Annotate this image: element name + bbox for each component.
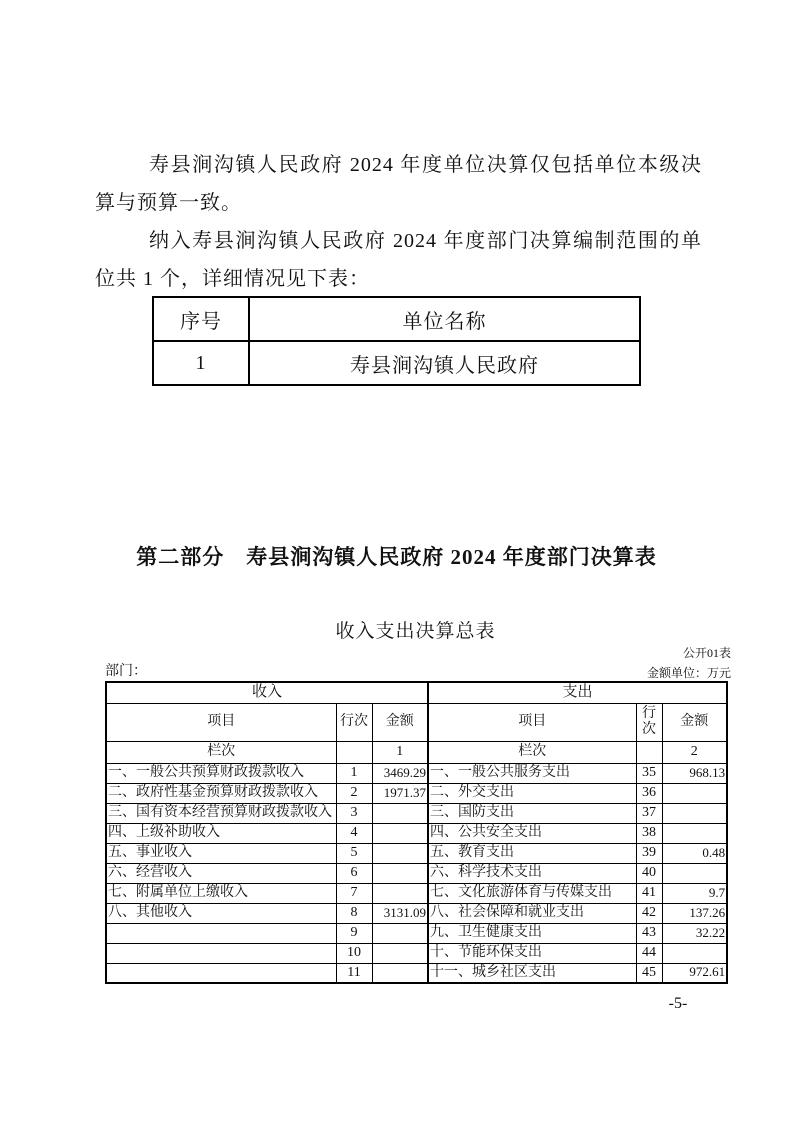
- income-col-number: 1: [372, 741, 428, 763]
- table-row: [106, 903, 727, 923]
- income-item-cell: [106, 963, 336, 983]
- expenditure-item-cell: 六、科学技术支出: [428, 863, 636, 883]
- table-row: [106, 823, 727, 843]
- income-item-cell: [106, 923, 336, 943]
- table-row: [106, 783, 727, 803]
- table-row: [106, 703, 727, 741]
- expenditure-amount-cell: 972.61: [662, 963, 727, 983]
- expenditure-item-cell: 十一、城乡社区支出: [428, 963, 636, 983]
- income-amount-cell: [372, 943, 428, 963]
- expenditure-section-header: 支出: [428, 682, 727, 703]
- expenditure-item-cell: 三、国防支出: [428, 803, 636, 823]
- table-row: [106, 741, 727, 763]
- expenditure-line-cell: 42: [636, 903, 662, 923]
- expenditure-item-cell: 十、节能环保支出: [428, 943, 636, 963]
- table-row: [106, 763, 727, 783]
- expenditure-amount-header: 金额: [662, 703, 727, 741]
- paragraph-scope: 寿县涧沟镇人民政府 2024 年度单位决算仅包括单位本级决算与预算一致。: [95, 154, 702, 214]
- summary-table-title: 收入支出决算总表: [335, 621, 496, 642]
- income-line-cell: 7: [336, 883, 372, 903]
- paragraph-units-included: 纳入寿县涧沟镇人民政府 2024 年度部门决算编制范围的单位共 1 个，详细情况见下表：: [95, 230, 702, 290]
- expenditure-item-cell: 八、社会保障和就业支出: [428, 903, 636, 923]
- income-amount-cell: [372, 863, 428, 883]
- expenditure-item-cell: 九、卫生健康支出: [428, 923, 636, 943]
- expenditure-amount-cell: 137.26: [662, 903, 727, 923]
- income-amount-header: 金额: [372, 703, 428, 741]
- income-item-cell: 三、国有资本经营预算财政拨款收入: [106, 803, 336, 823]
- income-expenditure-summary-table: [105, 681, 728, 984]
- table-row: [106, 923, 727, 943]
- unit-name-cell: 寿县涧沟镇人民政府: [249, 341, 640, 385]
- expenditure-line-cell: 45: [636, 963, 662, 983]
- table-row: [106, 682, 727, 703]
- expenditure-line-cell: 44: [636, 943, 662, 963]
- income-line-cell: 2: [336, 783, 372, 803]
- income-section-header: 收入: [106, 682, 428, 703]
- table-row: [106, 803, 727, 823]
- income-line-cell: 10: [336, 943, 372, 963]
- expenditure-item-cell: 二、外交支出: [428, 783, 636, 803]
- income-item-cell: [106, 943, 336, 963]
- income-line-cell: 11: [336, 963, 372, 983]
- body-text: [95, 146, 702, 298]
- unit-table-header-row: [153, 297, 640, 341]
- expenditure-lanci-blank: [636, 741, 662, 763]
- expenditure-col-number: 2: [662, 741, 727, 763]
- income-amount-cell: [372, 883, 428, 903]
- table-row: [106, 843, 727, 863]
- page-number: -5-: [668, 995, 688, 1012]
- expenditure-item-cell: 七、文化旅游体育与传媒支出: [428, 883, 636, 903]
- unit-table-header-index: 序号: [153, 297, 249, 341]
- table-row: [106, 963, 727, 983]
- expenditure-amount-cell: 9.7: [662, 883, 727, 903]
- expenditure-amount-cell: 0.48: [662, 843, 727, 863]
- expenditure-line-cell: 43: [636, 923, 662, 943]
- expenditure-amount-cell: [662, 783, 727, 803]
- section-heading: 第二部分 寿县涧沟镇人民政府 2024 年度部门决算表: [136, 545, 657, 569]
- income-line-cell: 5: [336, 843, 372, 863]
- income-amount-cell: 3131.09: [372, 903, 428, 923]
- expenditure-item-cell: 一、一般公共服务支出: [428, 763, 636, 783]
- income-line-header: 行次: [336, 703, 372, 741]
- income-item-cell: 五、事业收入: [106, 843, 336, 863]
- expenditure-amount-cell: [662, 803, 727, 823]
- table-row: [153, 341, 640, 385]
- income-item-cell: 七、附属单位上缴收入: [106, 883, 336, 903]
- income-amount-cell: 1971.37: [372, 783, 428, 803]
- income-line-cell: 4: [336, 823, 372, 843]
- income-item-cell: 八、其他收入: [106, 903, 336, 923]
- department-label: 部门：: [105, 664, 147, 679]
- income-line-cell: 9: [336, 923, 372, 943]
- income-line-cell: 8: [336, 903, 372, 923]
- expenditure-item-header: 项目: [428, 703, 636, 741]
- expenditure-item-cell: 四、公共安全支出: [428, 823, 636, 843]
- expenditure-amount-cell: 968.13: [662, 763, 727, 783]
- expenditure-line-cell: 38: [636, 823, 662, 843]
- income-amount-cell: 3469.29: [372, 763, 428, 783]
- expenditure-line-cell: 41: [636, 883, 662, 903]
- expenditure-amount-cell: [662, 943, 727, 963]
- income-item-header: 项目: [106, 703, 336, 741]
- expenditure-line-cell: 36: [636, 783, 662, 803]
- income-line-cell: 3: [336, 803, 372, 823]
- table-row: [106, 943, 727, 963]
- expenditure-line-cell: 37: [636, 803, 662, 823]
- expenditure-amount-cell: [662, 863, 727, 883]
- table-row: [106, 883, 727, 903]
- expenditure-line-cell: 39: [636, 843, 662, 863]
- expenditure-amount-cell: 32.22: [662, 923, 727, 943]
- table-row: [106, 863, 727, 883]
- unit-list-table: [152, 296, 641, 386]
- expenditure-line-cell: 35: [636, 763, 662, 783]
- income-item-cell: 四、上级补助收入: [106, 823, 336, 843]
- income-amount-cell: [372, 923, 428, 943]
- income-amount-cell: [372, 843, 428, 863]
- expenditure-amount-cell: [662, 823, 727, 843]
- income-amount-cell: [372, 963, 428, 983]
- income-line-cell: 1: [336, 763, 372, 783]
- expenditure-line-header: 行次: [636, 703, 662, 741]
- table-code-label: 公开01表: [682, 646, 731, 660]
- income-lanci-blank: [336, 741, 372, 763]
- income-line-cell: 6: [336, 863, 372, 883]
- expenditure-lanci-label: 栏次: [428, 741, 636, 763]
- unit-table-header-name: 单位名称: [249, 297, 640, 341]
- income-lanci-label: 栏次: [106, 741, 336, 763]
- income-item-cell: 六、经营收入: [106, 863, 336, 883]
- amount-unit-label: 金额单位：万元: [646, 666, 731, 680]
- expenditure-item-cell: 五、教育支出: [428, 843, 636, 863]
- income-amount-cell: [372, 823, 428, 843]
- unit-index-cell: 1: [153, 341, 249, 385]
- income-amount-cell: [372, 803, 428, 823]
- income-item-cell: 一、一般公共预算财政拨款收入: [106, 763, 336, 783]
- income-item-cell: 二、政府性基金预算财政拨款收入: [106, 783, 336, 803]
- table-meta-row: [105, 660, 731, 680]
- expenditure-line-cell: 40: [636, 863, 662, 883]
